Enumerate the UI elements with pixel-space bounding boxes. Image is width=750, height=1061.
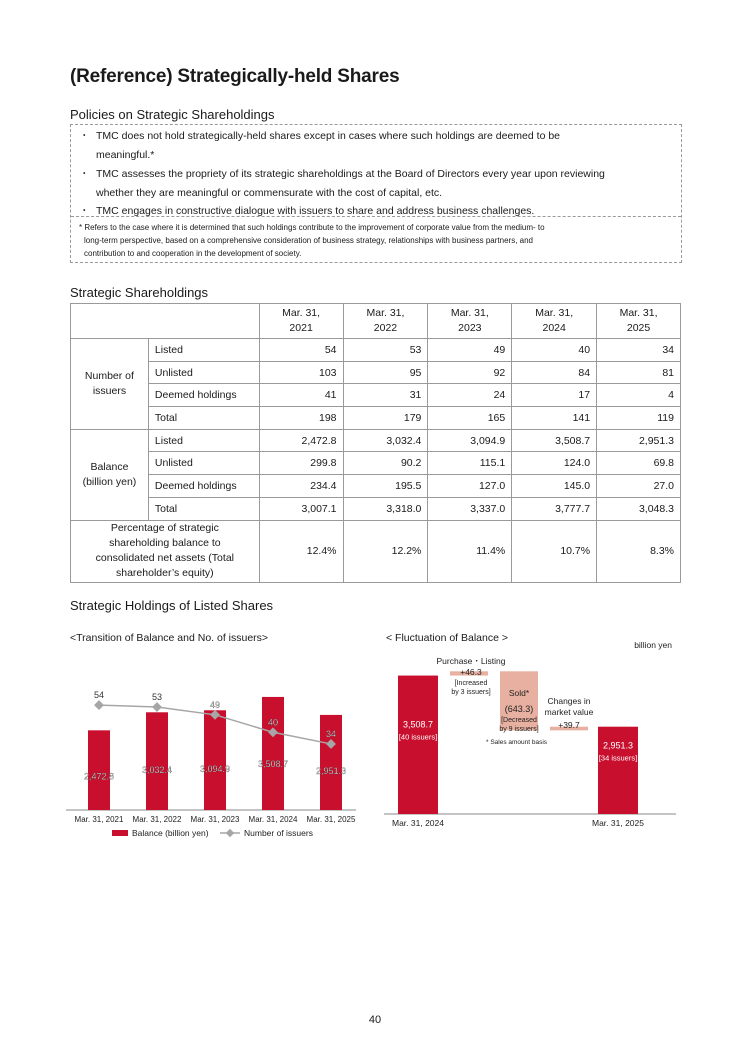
market-value-label: Changes in	[547, 696, 591, 706]
table-cell: 234.4	[259, 475, 343, 498]
row-label: Total	[148, 497, 259, 520]
row-label: Listed	[148, 339, 259, 362]
start-bar	[398, 676, 438, 814]
legend-issuers-label: Number of issuers	[244, 828, 313, 838]
balance-bar	[204, 710, 226, 810]
table-row-percentage	[71, 520, 681, 582]
policy-text: whether they are meaningful or commensurate with the cost of capital, etc.	[96, 187, 443, 199]
policy-divider	[71, 216, 681, 217]
table-cell: 165	[428, 407, 512, 430]
group-label-balance: Balance (billion yen)	[71, 429, 149, 520]
table-cell: 4	[597, 384, 681, 407]
balance-bar	[262, 697, 284, 810]
issuers-data-label: 49	[209, 699, 221, 710]
policy-footnote	[79, 221, 675, 260]
listed-shares-heading: Strategic Holdings of Listed Shares	[70, 598, 274, 613]
table-cell: 3,094.9	[428, 429, 512, 452]
balance-data-label: 2,472.8	[83, 771, 115, 782]
legend-balance-label: Balance (billion yen)	[132, 828, 209, 838]
column-header: Mar. 31, 2023	[428, 304, 512, 339]
purchase-listing-issuers: [Increased	[454, 680, 488, 687]
market-value-value: +39.7	[558, 720, 580, 730]
x-tick-label: Mar. 31, 2025	[306, 815, 356, 824]
table-cell: 69.8	[597, 452, 681, 475]
x-tick-label: Mar. 31, 2024	[248, 815, 298, 824]
start-issuers-label: [40 issuers]	[398, 732, 438, 742]
balance-issuers-chart	[62, 650, 362, 845]
table-cell: 41	[259, 384, 343, 407]
page-title: (Reference) Strategically-held Shares	[70, 66, 400, 87]
note-line: contribution to and cooperation in the development of society.	[84, 249, 302, 258]
table-cell: 54	[259, 339, 343, 362]
balance-data-label: 3,094.9	[199, 764, 231, 775]
table-cell: 11.4%	[428, 520, 512, 582]
table-row	[71, 361, 681, 384]
sales-basis-footnote: * Sales amount basis	[486, 739, 548, 746]
x-tick-label: Mar. 31, 2024	[392, 818, 444, 828]
table-row	[71, 429, 681, 452]
issuers-point	[152, 702, 162, 712]
row-label: Unlisted	[148, 361, 259, 384]
table-cell: 3,318.0	[343, 497, 428, 520]
table-cell: 24	[428, 384, 512, 407]
note-line: * Refers to the case where it is determined that such holdings contribute to the improvement of corporate value from the medium- to	[79, 223, 545, 232]
table-cell: 8.3%	[597, 520, 681, 582]
policy-text: TMC assesses the propriety of its strategic shareholdings at the Board of Directors every year upon reviewing	[96, 168, 605, 180]
table-row	[71, 339, 681, 362]
table-cell: 10.7%	[512, 520, 597, 582]
table-cell: 17	[512, 384, 597, 407]
legend-issuers-marker	[226, 829, 234, 837]
balance-bar	[146, 712, 168, 810]
table-cell: 145.0	[512, 475, 597, 498]
group-label-issuers: Number of issuers	[71, 339, 149, 430]
policy-item-1	[79, 127, 669, 165]
purchase-listing-label: Purchase・Listing	[436, 656, 506, 666]
table-cell: 3,007.1	[259, 497, 343, 520]
x-tick-label: Mar. 31, 2025	[592, 818, 644, 828]
table-cell: 198	[259, 407, 343, 430]
start-value-label: 3,508.7	[402, 719, 434, 730]
x-tick-label: Mar. 31, 2023	[190, 815, 240, 824]
table-cell: 81	[597, 361, 681, 384]
x-tick-label: Mar. 31, 2021	[74, 815, 124, 824]
table-row	[71, 452, 681, 475]
bullet-icon: ・	[79, 205, 90, 217]
table-cell: 127.0	[428, 475, 512, 498]
balance-bar	[88, 730, 110, 810]
table-cell: 115.1	[428, 452, 512, 475]
row-label: Listed	[148, 429, 259, 452]
column-header: Mar. 31, 2024	[512, 304, 597, 339]
row-label: Deemed holdings	[148, 475, 259, 498]
issuers-point	[94, 700, 104, 710]
table-corner	[148, 304, 259, 339]
table-cell: 34	[597, 339, 681, 362]
table-cell: 95	[343, 361, 428, 384]
table-cell: 179	[343, 407, 428, 430]
purchase-listing-issuers: by 3 issuers]	[451, 689, 491, 696]
table-cell: 92	[428, 361, 512, 384]
bullet-icon: ・	[79, 130, 90, 142]
policy-item-3	[79, 202, 669, 221]
policies-box	[70, 124, 682, 263]
issuers-data-label: 40	[267, 717, 279, 728]
table-cell: 119	[597, 407, 681, 430]
policy-text: TMC engages in constructive dialogue with issuers to share and address business challenges.	[96, 205, 535, 217]
table-cell: 3,337.0	[428, 497, 512, 520]
table-cell: 3,032.4	[343, 429, 428, 452]
balance-data-label: 3,508.7	[257, 759, 289, 770]
x-tick-label: Mar. 31, 2022	[132, 815, 182, 824]
table-corner	[71, 304, 149, 339]
policy-text: meaningful.*	[96, 149, 155, 161]
balance-data-label: 3,032.4	[141, 764, 173, 775]
issuers-data-label: 53	[151, 692, 163, 703]
table-row	[71, 475, 681, 498]
table-cell: 49	[428, 339, 512, 362]
row-label: Deemed holdings	[148, 384, 259, 407]
row-label: Total	[148, 407, 259, 430]
table-cell: 12.4%	[259, 520, 343, 582]
table-row	[71, 497, 681, 520]
chart2-title: < Fluctuation of Balance >	[386, 632, 508, 644]
holdings-table	[70, 303, 681, 583]
policies-heading: Policies on Strategic Shareholdings	[70, 107, 275, 122]
percentage-label: Percentage of strategic shareholding balance to consolidated net assets (Total shareholder’s equity)	[71, 520, 260, 582]
table-cell: 27.0	[597, 475, 681, 498]
table-cell: 2,951.3	[597, 429, 681, 452]
unit-label: billion yen	[634, 640, 672, 650]
table-cell: 53	[343, 339, 428, 362]
table-cell: 3,508.7	[512, 429, 597, 452]
table-cell: 31	[343, 384, 428, 407]
sold-issuers: by 9 issuers]	[499, 726, 539, 733]
sold-issuers: [Decreased	[501, 717, 537, 724]
balance-data-label: 2,951.3	[315, 765, 347, 776]
table-row	[71, 384, 681, 407]
market-value-label: market value	[544, 707, 594, 717]
sold-label: Sold*	[508, 688, 530, 698]
column-header: Mar. 31, 2025	[597, 304, 681, 339]
table-cell: 141	[512, 407, 597, 430]
table-row	[71, 407, 681, 430]
table-cell: 3,048.3	[597, 497, 681, 520]
policy-text: TMC does not hold strategically-held shares except in cases where such holdings are deemed to be	[96, 130, 561, 142]
legend-balance-swatch	[112, 830, 128, 836]
page-number: 40	[368, 1014, 382, 1026]
end-value-label: 2,951.3	[602, 740, 634, 751]
table-header-row	[71, 304, 681, 339]
column-header: Mar. 31, 2022	[343, 304, 428, 339]
table-cell: 2,472.8	[259, 429, 343, 452]
table-cell: 12.2%	[343, 520, 428, 582]
bullet-icon: ・	[79, 168, 90, 180]
table-cell: 124.0	[512, 452, 597, 475]
table-cell: 84	[512, 361, 597, 384]
purchase-listing-value: +46.3	[460, 667, 482, 677]
issuers-data-label: 54	[93, 690, 105, 701]
column-header: Mar. 31, 2021	[259, 304, 343, 339]
table-cell: 40	[512, 339, 597, 362]
fluctuation-waterfall-chart	[380, 638, 680, 828]
holdings-heading: Strategic Shareholdings	[70, 285, 209, 300]
issuers-data-label: 34	[325, 728, 337, 739]
table-cell: 195.5	[343, 475, 428, 498]
note-line: long-term perspective, based on a comprehensive consideration of business strategy, relationships with business partners, and	[84, 236, 533, 245]
table-cell: 3,777.7	[512, 497, 597, 520]
policy-item-2	[79, 165, 669, 203]
end-issuers-label: [34 issuers]	[598, 753, 638, 763]
row-label: Unlisted	[148, 452, 259, 475]
table-cell: 299.8	[259, 452, 343, 475]
table-cell: 103	[259, 361, 343, 384]
chart1-title: <Transition of Balance and No. of issuers>	[70, 632, 269, 644]
sold-value: (643.3)	[504, 704, 534, 714]
table-cell: 90.2	[343, 452, 428, 475]
